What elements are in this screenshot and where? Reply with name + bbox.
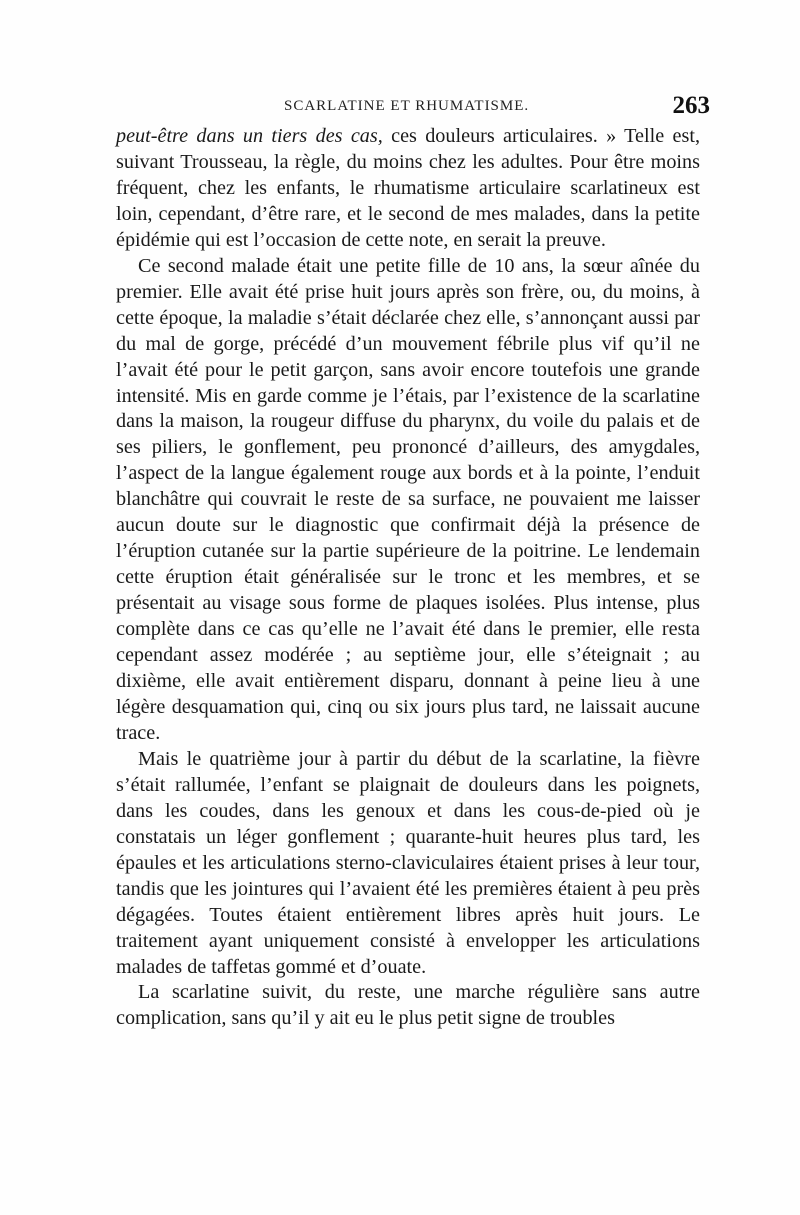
paragraph: Mais le quatrième jour à partir du début de la scarlatine, la fièvre s’était rallumée, l’enfant se plaignait de douleurs dans les poignets, dans les coudes, dans les genoux et dans les cous-de-pied où je constatais un léger gonflement ; quarante-huit heures plus tard, les épaules et les articulations sterno-claviculaires étaient prises à leur tour, tandis que les jointures qui l’avaient été les premières étaient à peu près dégagées. Toutes étaient entièrement libres après huit jours. Le traitement ayant uniquement consisté à envelopper les articulations malades de taffetas gommé et d’ouate. <box>116 747 700 978</box>
running-title: SCARLATINE ET RHUMATISME. <box>284 98 530 114</box>
paragraph: Ce second malade était une petite fille de 10 ans, la sœur aînée du premier. Elle avait été prise huit jours après son frère, ou, du moins, à cette époque, la maladie s’était déclarée chez elle, s’annonçant aussi par du mal de gorge, précédé d’un mouvement fébrile plus vif qu’il ne l’avait été pour le petit garçon, sans avoir encore toutefois une grande intensité. Mis en garde comme je l’étais, par l’existence de la scarlatine dans la maison, la rougeur diffuse du pharynx, du voile du palais et de ses piliers, le gonflement, peu prononcé d’ailleurs, des amygdales, l’aspect de la langue également rouge aux bords et à la pointe, l’enduit blanchâtre qui couvrait le reste de sa surface, ne pouvaient me laisser aucun doute sur le diagnostic que confirmait déjà la présence de l’éruption cutanée sur la partie supérieure de la poitrine. Le lendemain cette éruption était généralisée sur le tronc et les membres, et se présentait au visage sous forme de plaques isolées. Plus intense, plus complète dans ce cas qu’elle ne l’avait été dans le premier, elle resta cependant assez modérée ; au septième jour, elle s’éteignait ; au dixième, elle avait entièrement disparu, donnant à peine lieu à une légère desquamation qui, cinq ou six jours plus tard, ne laissait aucune trace. <box>116 254 700 744</box>
page-header <box>116 92 710 122</box>
page-number: 263 <box>672 92 710 119</box>
italic-lead: peut-être dans un tiers des cas, <box>116 125 383 147</box>
paragraph-text: ces douleurs articulaires. » Telle est, suivant Trousseau, la règle, du moins chez les adultes. Pour être moins fréquent, chez les enfants, le rhumatisme articulaire scarlatineux est loin, cependant, d’être rare, et le second de mes malades, dans la petite épidémie qui est l’occasion de cette note, en serait la preuve. <box>116 125 700 251</box>
paragraph <box>116 124 700 254</box>
paragraph: La scarlatine suivit, du reste, une marche régulière sans autre complication, sans qu’il y ait eu le plus petit signe de troubles <box>116 981 700 1030</box>
body-text <box>116 124 700 1032</box>
